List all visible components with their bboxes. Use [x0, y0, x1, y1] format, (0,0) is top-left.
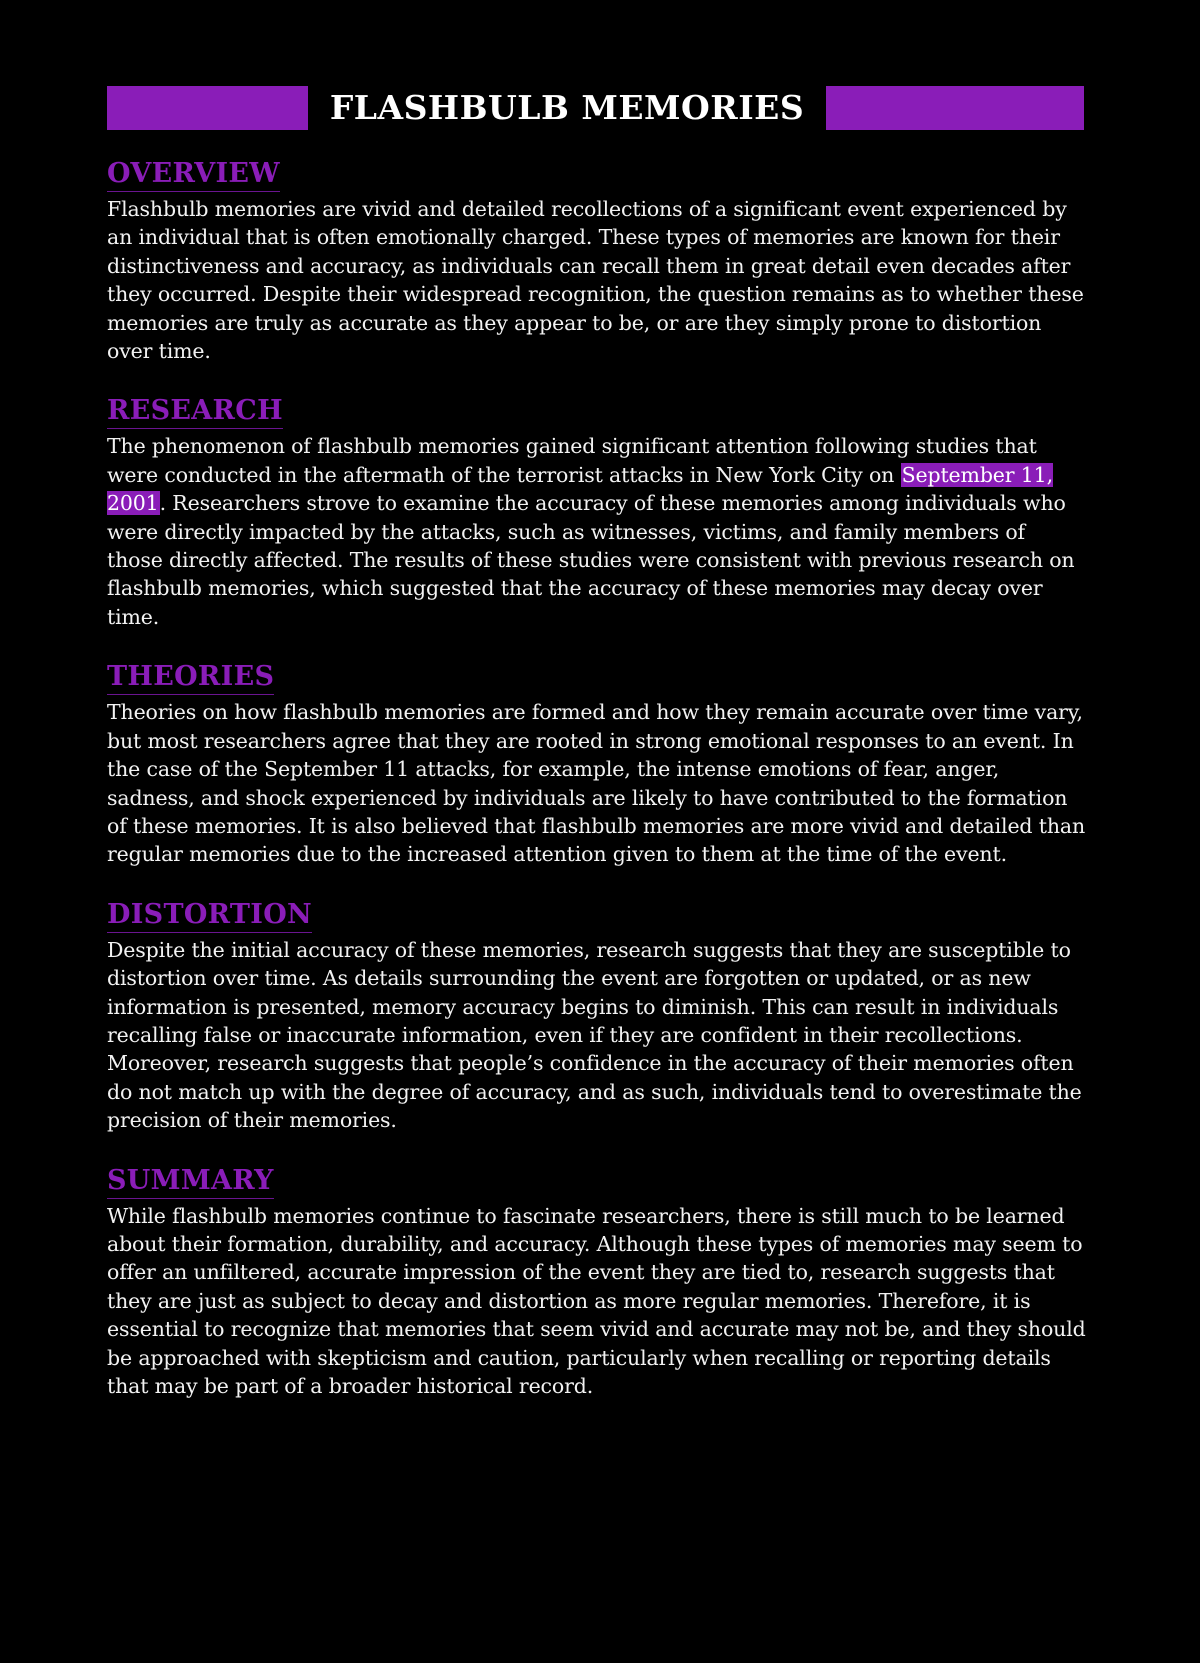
research-text-after: . Researchers strove to examine the accuracy of these memories among individuals who were directly impacted by the attacks, such as witnesses, victims, and family members of those directly affected. The results of these studies were consistent with previous research on flashbulb memories, which suggested that the accuracy of these memories may decay over time. — [107, 491, 1075, 629]
section-summary — [107, 1165, 1087, 1401]
section-heading-research: RESEARCH — [107, 395, 283, 429]
title-banner — [107, 86, 1084, 130]
section-heading-summary: SUMMARY — [107, 1165, 274, 1199]
section-heading-distortion: DISTORTION — [107, 899, 312, 933]
section-body-summary: While flashbulb memories continue to fascinate researchers, there is still much to be learned about their formation, durability, and accuracy. Although these types of memories may seem to offer an unfiltered, accurate impression of the event they are tied to, research suggests that they are just as subject to decay and distortion as more regular memories. Therefore, it is essential to recognize that memories that seem vivid and accurate may not be, and they should be approached with skepticism and caution, particularly when recalling or reporting details that may be part of a broader historical record. — [107, 1203, 1086, 1398]
section-heading-theories: THEORIES — [107, 661, 274, 695]
research-text-before: The phenomenon of flashbulb memories gained significant attention following studies that were conducted in the aftermath of the terrorist attacks in New York City on — [107, 434, 1037, 487]
document-content — [107, 158, 1087, 1430]
section-theories — [107, 661, 1087, 868]
title-accent-bar-right — [826, 86, 1084, 130]
section-body-theories: Theories on how flashbulb memories are formed and how they remain accurate over time vary, but most researchers agree that they are rooted in strong emotional responses to an event. In the case of the September 11 attacks, for example, the intense emotions of fear, anger, sadness, and shock experienced by individuals are likely to have contributed to the formation of these memories. It is also believed that flashbulb memories are more vivid and detailed than regular memories due to the increased attention given to them at the time of the event. — [107, 700, 1086, 867]
section-distortion — [107, 899, 1087, 1135]
title-accent-bar-left — [107, 86, 308, 130]
section-research — [107, 395, 1087, 631]
section-heading-overview: OVERVIEW — [107, 158, 280, 192]
highlighted-date: September 11, 2001 — [107, 462, 1053, 516]
section-body-overview: Flashbulb memories are vivid and detailed recollections of a significant event experienced by an individual that is often emotionally charged. These types of memories are known for their distinctiveness and accuracy, as individuals can recall them in great detail even decades after they occurred. Despite their widespread recognition, the question remains as to whether these memories are truly as accurate as they appear to be, or are they simply prone to distortion over time. — [107, 197, 1084, 364]
section-body-research — [107, 432, 1087, 631]
section-overview — [107, 158, 1087, 365]
section-body-distortion: Despite the initial accuracy of these memories, research suggests that they are susceptible to distortion over time. As details surrounding the event are forgotten or updated, or as new information is presented, memory accuracy begins to diminish. This can result in individuals recalling false or inaccurate information, even if they are confident in their recollections. Moreover, research suggests that people’s confidence in the accuracy of their memories often do not match up with the degree of accuracy, and as such, individuals tend to overestimate the precision of their memories. — [107, 937, 1082, 1133]
page-title: FLASHBULB MEMORIES — [329, 88, 805, 127]
